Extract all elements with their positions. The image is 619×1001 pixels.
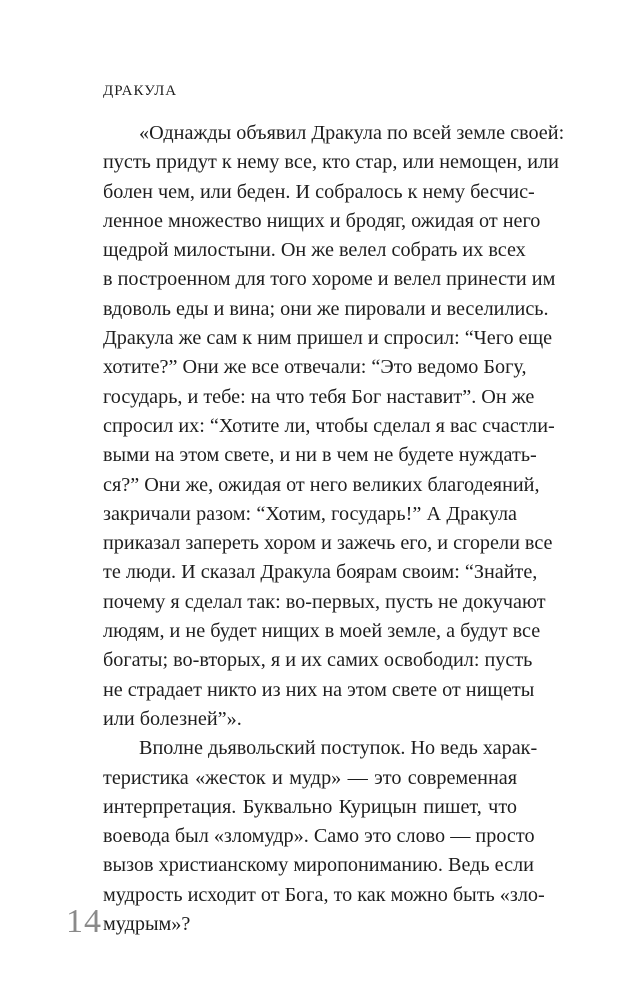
text-line: те люди. И сказал Дракула боярам своим: “Знайте, [103, 561, 538, 584]
paragraph-1 [103, 119, 565, 734]
text-line: закричали разом: “Хотим, государь!” А Дракула [103, 502, 517, 525]
text-line: Вполне дьявольский поступок. Но ведь харак- [139, 737, 538, 760]
text-line: ленное множество нищих и бродяг, ожидая от него [103, 209, 541, 232]
text-line: спросил их: “Хотите ли, чтобы сделал я вас счастли- [103, 414, 555, 437]
text-line: государь, и тебе: на что тебя Бог наставит”. Он же [103, 385, 535, 408]
text-line: не страдает никто из них на этом свете от нищеты [103, 678, 535, 701]
text-line: в построенном для того хороме и велел принести им [103, 268, 556, 291]
text-line: почему я сделал так: во-первых, пусть не докучают [103, 590, 546, 613]
running-head: ДРАКУЛА [103, 83, 178, 99]
text-line: ся?” Они же, ожидая от него великих благодеяний, [103, 473, 540, 496]
text-line: богаты; во-вторых, я и их самих освободил: пусть [103, 649, 533, 672]
text-line: людям, и не будет нищих в моей земле, а будут все [103, 620, 541, 643]
text-line: или болезней”». [103, 707, 242, 730]
text-line: «Однажды объявил Дракула по всей земле своей: [139, 122, 565, 144]
page-number: 14 [66, 903, 102, 940]
text-line: мудрым»? [103, 913, 191, 936]
text-line: теристика «жесток и мудр» — это современная [103, 766, 517, 789]
text-line: Дракула же сам к ним пришел и спросил: “Чего еще [103, 327, 553, 350]
text-line: хотите?” Они же все отвечали: “Это ведомо Богу, [103, 356, 527, 379]
body-text [103, 119, 565, 939]
paragraph-2 [103, 734, 545, 939]
text-line: пусть придут к нему все, кто стар, или немощен, или [103, 151, 559, 174]
text-line: вызов христианскому миропониманию. Ведь если [103, 854, 534, 877]
text-line: вдоволь еды и вина; они же пировали и веселились. [103, 297, 549, 320]
text-line: болен чем, или беден. И собралось к нему бесчис- [103, 180, 535, 203]
text-line: выми на этом свете, и ни в чем не будете нуждать- [103, 444, 537, 467]
text-line: воевода был «зломудр». Само это слово — просто [103, 825, 535, 848]
text-line: интерпретация. Буквально Курицын пишет, что [103, 795, 517, 818]
text-line: щедрой милостыни. Он же велел собрать их всех [103, 239, 526, 262]
text-line: мудрость исходит от Бога, то как можно быть «зло- [103, 883, 545, 906]
text-line: приказал запереть хором и зажечь его, и сгорели все [103, 532, 553, 555]
